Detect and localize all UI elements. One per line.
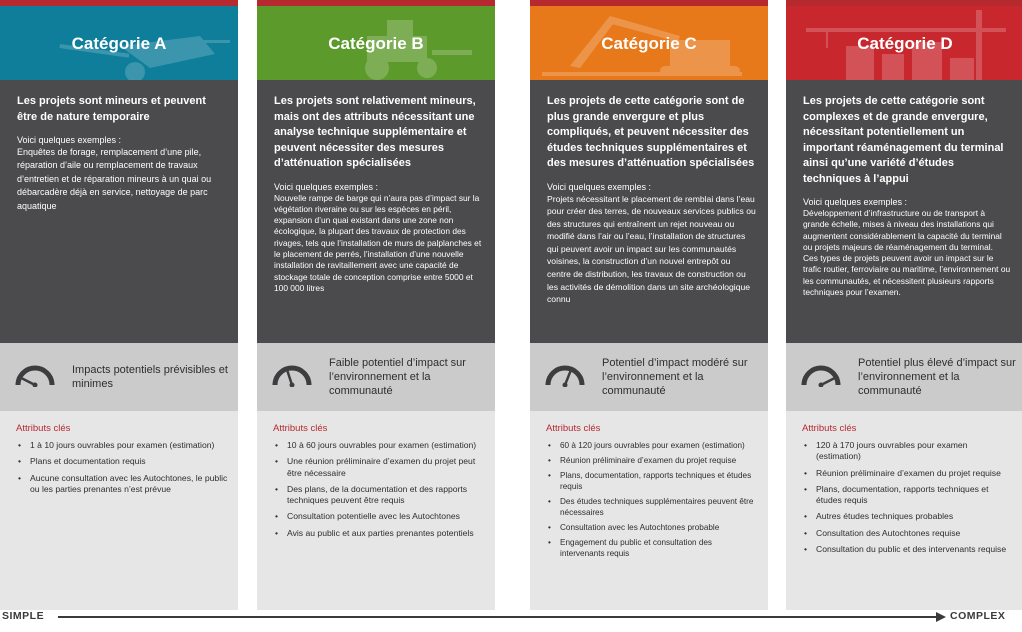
examples-heading: Voici quelques exemples : [17, 135, 122, 145]
attributes-heading: Attributs clés [546, 423, 601, 434]
examples-text: Nouvelle rampe de barge qui n’aura pas d’impact sur la végétation riveraine ou sur les espèces en péril, expansion d’un quai existant dans une zone non écologique, la plupart des travaux de protection des rivages, tels que l’installation de murs de palplanches et le placement de perrés, l’installation d’une nouvelle installation de ravitaillement avec une capacité de stockage totale de conception comprise entre 5000 et 100 000 litres [274, 192, 482, 293]
gauge-arc [804, 368, 838, 385]
examples-text: Enquêtes de forage, remplacement d’une pile, réparation d’aile ou remplacement de travaux d’entretien et de réparation mineurs à un quai ou débarcadère déjà en service, nettoyage de parc aquatique [17, 147, 212, 211]
category-title: Catégorie C [601, 34, 697, 53]
attribute-item: • 120 à 170 jours ouvrables pour examen (estimation) [804, 440, 968, 462]
impact-text: Potentiel d’impact modéré sur l’environnement et la communauté [602, 357, 748, 397]
attributes-panel [530, 411, 768, 610]
gauge-icon [542, 365, 588, 387]
attributes-panel [0, 411, 238, 610]
category-lead: Les projets de cette catégorie sont de plus grande envergure et plus compliqués, et peuvent nécessiter des études techniques supplémentaires et des mesures d’atténuation spécialisées [547, 95, 755, 169]
category-lead: Les projets sont mineurs et peuvent être de nature temporaire [17, 95, 206, 123]
attribute-item: • Autres études techniques probables [804, 511, 954, 522]
category-description [257, 80, 495, 343]
attribute-item: • Aucune consultation avec les Autochtones, le public ou les parties prenantes n’est prévue [18, 472, 228, 494]
arrow-icon [936, 612, 946, 622]
attribute-item: • Engagement du public et consultation des intervenants requis [548, 537, 713, 558]
attribute-item: • 10 à 60 jours ouvrables pour examen (estimation) [275, 440, 477, 450]
attributes-panel [786, 411, 1022, 610]
category-title: Catégorie D [857, 34, 953, 53]
examples-text: Développement d’infrastructure ou de transport à grande échelle, mises à niveau des installations qui augmentent considérablement la capacité du terminal ou projets majeurs de réaménagement du terminal. [803, 208, 1002, 252]
attribute-item: • Plans et documentation requis [18, 456, 146, 467]
gauge-arc [18, 368, 52, 385]
attribute-item: • 60 à 120 jours ouvrables pour examen (estimation) [548, 441, 745, 450]
attribute-item: • Plans, documentation, rapports techniques et études requis [548, 470, 752, 491]
examples-heading: Voici quelques exemples : [547, 181, 652, 192]
gauge-icon [12, 365, 58, 387]
category-description [786, 80, 1022, 343]
category-title: Catégorie B [328, 34, 424, 53]
impact-panel [257, 343, 495, 411]
attribute-item: • Réunion préliminaire d’examen du projet requise [548, 455, 737, 465]
examples-heading: Voici quelques exemples : [803, 197, 908, 207]
gauge-icon [269, 365, 315, 387]
category-a-header [0, 6, 238, 80]
axis-end-label: COMPLEX [950, 610, 1006, 622]
attribute-item: • Une réunion préliminaire d’examen du projet peut être nécessaire [275, 456, 476, 478]
category-d-header [786, 6, 1022, 80]
impact-panel [786, 343, 1022, 411]
attributes-heading: Attributs clés [273, 423, 328, 434]
attribute-item: • 1 à 10 jours ouvrables pour examen (estimation) [18, 440, 215, 450]
axis-start-label: SIMPLE [2, 610, 45, 622]
examples-text: Projets nécessitant le placement de remblai dans l’eau pour créer des terres, de nouveaux services publics ou des structures qui entraînent un rejet nouveau ou modifié dans l’air ou l’eau, l’installation de structures qui peuvent avoir un impact sur les communautés voisines, la construction d’un nouvel entrepôt ou centre de distribution, les travaux de construction ou les activités de démolition dans un site archéologique connu [547, 193, 756, 305]
category-d-column [786, 0, 1022, 610]
impact-text: Faible potentiel d’impact sur l’environnement et la communauté [329, 357, 466, 397]
attribute-item: • Consultation potentielle avec les Autochtones [275, 511, 460, 522]
attribute-item: • Consultation avec les Autochtones probable [548, 522, 720, 532]
axis-line [58, 616, 938, 618]
impact-panel [530, 343, 768, 411]
category-a-column [0, 0, 238, 610]
examples-heading: Voici quelques exemples : [274, 181, 379, 192]
attribute-item: • Plans, documentation, rapports techniques et études requis [804, 483, 989, 506]
category-lead: Les projets sont relativement mineurs, mais ont des attributs nécessitant une analyse technique supplémentaire et peuvent nécessiter des mesures d’atténuation spécialisées [274, 95, 476, 169]
attribute-item: • Consultation des Autochtones requise [804, 527, 961, 538]
attribute-item: • Des plans, de la documentation et des rapports techniques peuvent être requis [275, 483, 468, 506]
impact-text: Impacts potentiels prévisibles et minimes [72, 364, 228, 390]
complexity-axis [0, 605, 1022, 629]
attribute-item: • Consultation du public et des intervenants requise [804, 544, 1007, 555]
impact-text: Potentiel plus élevé d’impact sur l’environnement et la communauté [858, 357, 1016, 397]
examples-text-2: Ces types de projets peuvent avoir un impact sur le trafic routier, ferroviaire ou maritime, l’environnement ou les communautés, et nécessitent plusieurs rapports techniques pour l’examen. [803, 253, 1011, 298]
category-title: Catégorie A [71, 34, 167, 53]
attributes-heading: Attributs clés [16, 423, 71, 434]
attribute-item: • Des études techniques supplémentaires peuvent être nécessaires [548, 496, 754, 517]
category-description [530, 80, 768, 343]
category-c-header [530, 6, 768, 80]
category-c-column [530, 0, 768, 610]
category-description [0, 80, 238, 343]
category-b-column [257, 0, 495, 610]
attribute-item: • Réunion préliminaire d’examen du projet requise [804, 467, 1001, 478]
category-b-header [257, 6, 495, 80]
impact-panel [0, 343, 238, 411]
gauge-icon [798, 365, 844, 387]
category-lead: Les projets de cette catégorie sont complexes et de grande envergure, nécessitant potentiellement un important réaménagement du terminal ainsi qu’une variété d’études techniques à l’appui [803, 95, 1004, 185]
attributes-heading: Attributs clés [802, 423, 857, 434]
attribute-item: • Avis au public et aux parties prenantes potentiels [275, 527, 474, 538]
attributes-panel [257, 411, 495, 610]
